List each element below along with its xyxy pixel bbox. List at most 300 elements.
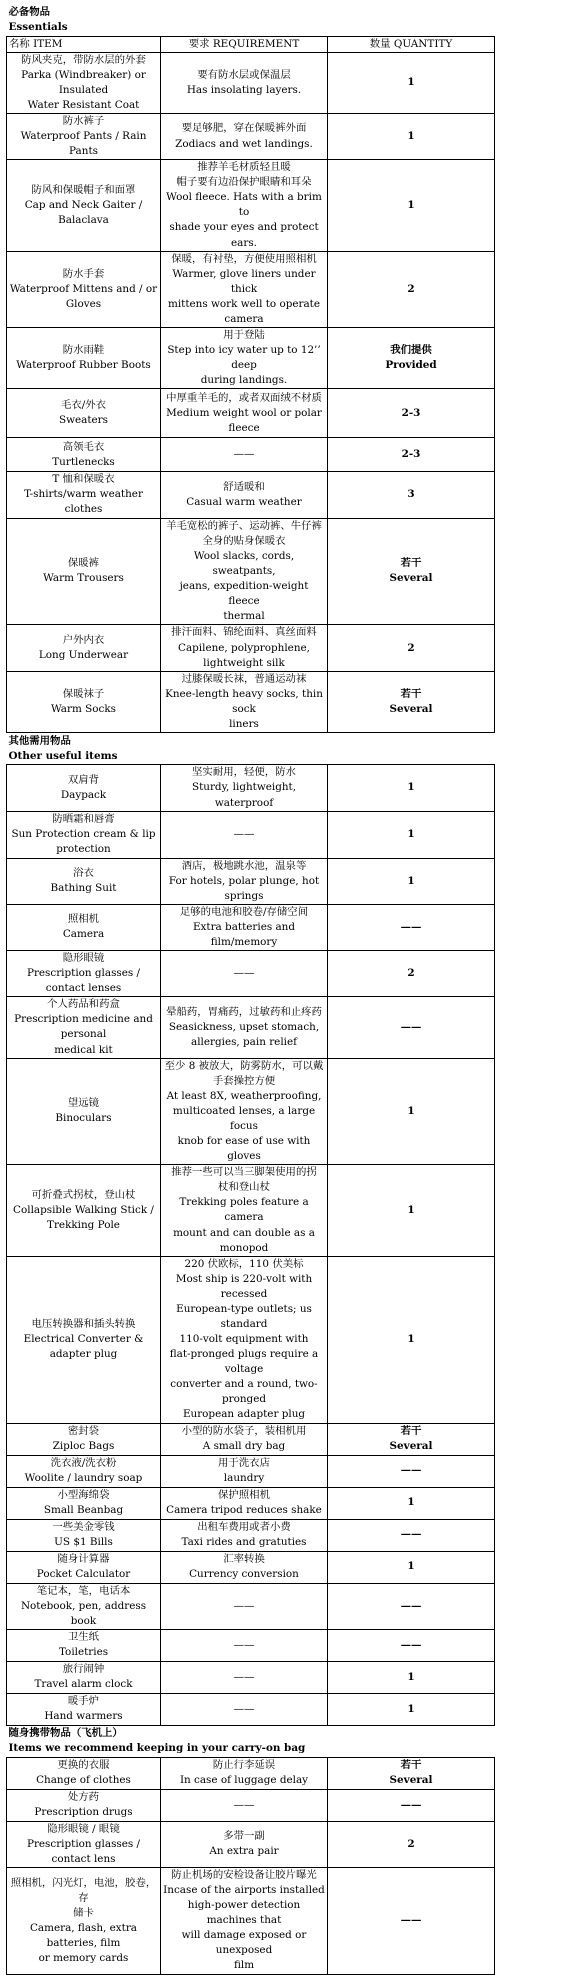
quantity-line: 2 [407, 641, 415, 654]
table-row [7, 113, 495, 159]
quantity-line: 若干 [400, 688, 422, 701]
item-line: Change of clothes [36, 1774, 131, 1787]
item-cell [7, 1661, 161, 1693]
quantity-line: —— [400, 1020, 422, 1033]
item-line: 可折叠式拐杖，登山杖 [31, 1188, 136, 1201]
requirement-cell [161, 1867, 328, 1974]
quantity-cell [328, 811, 495, 858]
requirement-cell [161, 1256, 328, 1423]
quantity-line: 1 [407, 76, 415, 89]
requirement-line: Wool slacks, cords, sweatpants, [193, 549, 295, 577]
requirement-line: 110-volt equipment with [179, 1333, 309, 1346]
item-cell [7, 1867, 161, 1974]
requirement-line: In case of luggage delay [179, 1774, 309, 1787]
requirement-line: Taxi rides and gratuties [181, 1536, 307, 1549]
requirement-cell [161, 1519, 328, 1551]
section-title [7, 4, 495, 36]
requirement-line: 帽子要有边沿保护眼睛和耳朵 [176, 176, 312, 189]
section-title-en: Other useful items [8, 749, 118, 762]
item-cell [7, 472, 161, 518]
requirement-line: film [233, 1959, 255, 1972]
item-cell [7, 518, 161, 625]
item-line: 个人药品和药盒 [47, 998, 120, 1011]
requirement-cell [161, 765, 328, 811]
quantity-cell [328, 1757, 495, 1789]
quantity-cell [328, 997, 495, 1058]
item-line: Prescription medicine and personal [14, 1013, 153, 1041]
item-cell [7, 1693, 161, 1725]
item-cell [7, 327, 161, 388]
requirement-line: 酒店，极地跳水池，温泉等 [181, 859, 307, 872]
item-line: Daypack [60, 789, 107, 801]
table-row [7, 858, 495, 904]
item-cell [7, 251, 161, 327]
requirement-line: Has insolating layers. [186, 83, 302, 96]
item-cell [7, 1789, 161, 1821]
item-cell [7, 113, 161, 159]
table-row [7, 1821, 495, 1867]
item-cell [7, 951, 161, 997]
item-line: 高领毛衣 [62, 440, 105, 453]
requirement-line: Knee-length heavy socks, thin sock [165, 688, 323, 716]
item-cell [7, 858, 161, 904]
requirement-line: monopod [219, 1241, 269, 1254]
item-cell [7, 438, 161, 472]
requirement-cell [161, 951, 328, 997]
item-line: 保暖袜子 [62, 688, 105, 701]
item-line: 电压转换器和插头转换 [31, 1317, 136, 1330]
item-cell [7, 52, 161, 113]
item-line: Toiletries [58, 1646, 109, 1659]
item-line: 密封袋 [67, 1424, 100, 1437]
item-cell [7, 625, 161, 672]
section-title-row [7, 4, 495, 36]
requirement-cell [161, 1455, 328, 1487]
quantity-line: 2-3 [401, 406, 421, 419]
requirement-line: 羊毛宽松的裤子、运动裤、牛仔裤 [166, 519, 322, 532]
item-line: Hand warmers [44, 1710, 123, 1723]
item-cell [7, 1551, 161, 1583]
quantity-line: 1 [407, 1560, 415, 1573]
item-line: 毛衣/外衣 [60, 399, 107, 412]
requirement-line: multicoated lenses, a large focus [172, 1104, 316, 1132]
item-line: 双肩背 [67, 773, 100, 786]
item-line: 隐形眼镜 [62, 952, 105, 965]
quantity-cell [328, 1551, 495, 1583]
requirement-line: 过膝保暖长袜，普通运动袜 [181, 673, 307, 686]
requirement-cell [161, 160, 328, 251]
requirement-line: 用于洗衣店 [218, 1456, 270, 1469]
item-line: Cap and Neck Gaiter / Balaclava [24, 198, 143, 226]
requirement-line: 全身的贴身保暖衣 [202, 534, 286, 547]
header-item: 名称 ITEM [7, 36, 161, 52]
table-header-row [7, 36, 495, 52]
table-row [7, 472, 495, 518]
quantity-cell [328, 625, 495, 672]
requirement-cell [161, 1757, 328, 1789]
quantity-cell [328, 858, 495, 904]
item-line: Prescription glasses / contact lenses [26, 967, 141, 995]
requirement-line: lightweight silk [203, 656, 285, 669]
requirement-line: 保暖，有衬垫，方便使用照相机 [171, 252, 317, 265]
requirement-cell [161, 1821, 328, 1867]
item-cell [7, 1757, 161, 1789]
header-requirement: 要求 REQUIREMENT [161, 36, 328, 52]
quantity-cell [328, 1789, 495, 1821]
table-row [7, 625, 495, 672]
table-row [7, 811, 495, 858]
quantity-cell [328, 765, 495, 811]
requirement-cell [161, 1629, 328, 1661]
table-row [7, 765, 495, 811]
requirement-line: will damage exposed or unexposed [181, 1929, 307, 1957]
quantity-cell [328, 1423, 495, 1455]
requirement-line: European-type outlets; us standard [176, 1302, 312, 1330]
item-line: Woolite / laundry soap [24, 1472, 143, 1485]
requirement-line: Incase of the airports installed [163, 1884, 325, 1897]
requirement-cell [161, 1551, 328, 1583]
requirement-line: —— [233, 448, 255, 461]
table-row [7, 951, 495, 997]
requirement-line: 多带一副 [223, 1830, 265, 1843]
quantity-line: 1 [407, 129, 415, 142]
requirement-line: 足够的电池和胶卷/存储空间 [179, 905, 309, 918]
item-line: 防水裤子 [62, 114, 105, 127]
item-cell [7, 811, 161, 858]
requirement-line: 220 伏欧标，110 伏美标 [184, 1257, 304, 1270]
table-row [7, 1757, 495, 1789]
item-cell [7, 1165, 161, 1256]
item-cell [7, 1629, 161, 1661]
quantity-cell [328, 1629, 495, 1661]
item-line: 随身计算器 [57, 1552, 110, 1565]
quantity-cell [328, 672, 495, 733]
item-cell [7, 1423, 161, 1455]
item-line: US $1 Bills [54, 1536, 113, 1549]
item-cell [7, 1487, 161, 1519]
table-row [7, 997, 495, 1058]
table-row [7, 1789, 495, 1821]
quantity-line: —— [400, 1528, 422, 1541]
requirement-cell [161, 672, 328, 733]
requirement-cell [161, 518, 328, 625]
quantity-line: Several [389, 572, 433, 585]
requirement-line: 手套操控方便 [212, 1074, 276, 1087]
table-row [7, 672, 495, 733]
requirement-line: 出租车费用或者小费 [197, 1520, 291, 1533]
item-line: 暖手炉 [67, 1695, 100, 1708]
quantity-cell [328, 1821, 495, 1867]
item-line: 洗衣液/洗衣粉 [50, 1456, 117, 1469]
requirement-line: Seasickness, upset stomach, [168, 1020, 320, 1033]
quantity-line: Several [389, 703, 433, 716]
requirement-cell [161, 1058, 328, 1165]
quantity-cell [328, 1256, 495, 1423]
quantity-cell [328, 1455, 495, 1487]
item-cell [7, 1519, 161, 1551]
item-cell [7, 1058, 161, 1165]
quantity-line: 1 [407, 874, 415, 887]
requirement-cell [161, 811, 328, 858]
quantity-line: Several [389, 1440, 433, 1453]
quantity-line: 1 [407, 828, 415, 841]
requirement-line: 要足够肥，穿在保暖裤外面 [181, 122, 307, 135]
requirement-line: 小型的防水袋子，装相机用 [181, 1424, 307, 1437]
requirement-line: 排汗面料、锦纶面料、真丝面料 [171, 626, 317, 639]
item-line: Bathing Suit [50, 882, 117, 895]
requirement-line: Zodiacs and wet landings. [175, 137, 313, 150]
item-cell [7, 672, 161, 733]
quantity-cell [328, 327, 495, 388]
item-line: 隐形眼镜 / 眼镜 [47, 1822, 120, 1835]
requirement-line: —— [233, 1638, 255, 1651]
requirement-cell [161, 389, 328, 438]
packing-list-table [6, 4, 495, 1975]
quantity-line: 1 [407, 1702, 415, 1715]
requirement-cell [161, 997, 328, 1058]
item-line: Ziploc Bags [52, 1440, 115, 1453]
item-line: Warm Socks [51, 703, 116, 716]
item-cell [7, 765, 161, 811]
item-line: 防风夹克，带防水层的外套 [21, 53, 146, 66]
quantity-cell [328, 1693, 495, 1725]
quantity-cell [328, 1058, 495, 1165]
quantity-cell [328, 1165, 495, 1256]
requirement-line: laundry [223, 1472, 265, 1485]
quantity-line: Several [389, 1774, 433, 1787]
quantity-line: 2-3 [401, 448, 421, 461]
item-line: 笔记本，笔，电话本 [36, 1584, 131, 1597]
quantity-cell [328, 251, 495, 327]
requirement-cell [161, 113, 328, 159]
quantity-line: 1 [407, 1496, 415, 1509]
requirement-line: Casual warm weather [186, 495, 302, 508]
table-row [7, 160, 495, 251]
item-line: 防风和保暖帽子和面罩 [31, 183, 136, 196]
requirement-line: —— [233, 1599, 255, 1612]
requirement-line: during landings. [200, 374, 288, 387]
quantity-cell [328, 518, 495, 625]
quantity-cell [328, 113, 495, 159]
requirement-line: Currency conversion [189, 1568, 299, 1581]
requirement-line: jeans, expedition-weight fleece [179, 579, 309, 607]
item-line: Waterproof Rubber Boots [16, 359, 151, 372]
requirement-line: 舒适暖和 [223, 480, 265, 493]
quantity-line: —— [400, 1638, 422, 1651]
table-row [7, 1058, 495, 1165]
item-line: Electrical Converter & adapter plug [23, 1333, 144, 1361]
requirement-line: Capilene, polyprophlene, [178, 641, 310, 654]
requirement-cell [161, 1693, 328, 1725]
table-row [7, 518, 495, 625]
requirement-line: —— [233, 967, 255, 980]
requirement-line: 防止行李延误 [212, 1759, 276, 1772]
quantity-line: 若干 [400, 1424, 422, 1437]
requirement-line: —— [233, 828, 255, 841]
quantity-cell [328, 1519, 495, 1551]
section-title [7, 1725, 495, 1757]
requirement-cell [161, 625, 328, 672]
quantity-line: 若干 [400, 1759, 422, 1772]
requirement-line: Sturdy, lightweight, waterproof [191, 781, 297, 809]
requirement-line: Camera tripod reduces shake [166, 1504, 322, 1517]
section-title-en: Essentials [8, 20, 68, 33]
quantity-line: —— [400, 1914, 422, 1927]
section-title-zh: 必备物品 [8, 5, 51, 18]
requirement-line: A small dry bag [202, 1440, 286, 1453]
quantity-line: 1 [407, 1670, 415, 1683]
requirement-line: Step into icy water up to 12’’ deep [167, 344, 321, 372]
quantity-line: 2 [407, 967, 415, 980]
item-line: 防水雨鞋 [62, 344, 105, 357]
quantity-cell [328, 52, 495, 113]
quantity-line: 1 [407, 1104, 415, 1117]
requirement-line: —— [233, 1798, 255, 1811]
table-row [7, 438, 495, 472]
requirement-line: flat-pronged plugs require a voltage [169, 1348, 319, 1376]
table-row [7, 327, 495, 388]
requirement-line: thermal [223, 610, 265, 622]
requirement-line: An extra pair [209, 1845, 279, 1858]
requirement-cell [161, 858, 328, 904]
requirement-line: knob for ease of use with gloves [177, 1135, 311, 1163]
item-line: 处方药 [67, 1791, 100, 1804]
section-title-zh: 随身携带物品（飞机上） [8, 1727, 123, 1740]
table-row [7, 52, 495, 113]
requirement-line: —— [233, 1670, 255, 1683]
requirement-line: 汇率转换 [223, 1552, 265, 1565]
requirement-line: Trekking poles feature a camera [179, 1196, 309, 1224]
quantity-line: —— [400, 920, 422, 933]
item-line: 更换的衣服 [57, 1759, 110, 1772]
quantity-cell [328, 389, 495, 438]
table-row [7, 904, 495, 950]
item-line: Notebook, pen, address book [20, 1599, 147, 1627]
item-line: 浴衣 [73, 867, 94, 880]
requirement-line: liners [229, 718, 259, 731]
quantity-line: 1 [407, 781, 415, 794]
item-line: medical kit [54, 1043, 113, 1056]
requirement-line: 保护照相机 [218, 1488, 270, 1501]
item-line: Binoculars [55, 1112, 112, 1125]
requirement-line: —— [233, 1702, 255, 1715]
requirement-line: 推荐一些可以当三脚架使用的拐 [171, 1166, 317, 1179]
requirement-line: Medium weight wool or polar [166, 406, 322, 419]
item-line: T 恤和保暖衣 [52, 473, 115, 486]
table-row [7, 1487, 495, 1519]
section-title-row [7, 733, 495, 765]
item-line: Waterproof Mittens and / or Gloves [9, 282, 158, 310]
item-cell [7, 160, 161, 251]
table-row [7, 1423, 495, 1455]
requirement-line: 推荐羊毛材质轻且暖 [197, 161, 291, 174]
requirement-cell [161, 904, 328, 950]
quantity-line: 2 [407, 1837, 415, 1850]
requirement-line: 坚实耐用，轻便，防水 [192, 766, 296, 779]
item-line: Turtlenecks [52, 455, 115, 468]
item-line: protection [56, 843, 111, 856]
requirement-line: high-power detection machines that [187, 1899, 301, 1927]
section-title-zh: 其他需用物品 [8, 734, 71, 747]
quantity-line: —— [400, 1798, 422, 1811]
item-line: Camera, flash, extra batteries, film [29, 1921, 138, 1949]
requirement-line: Warmer, glove liners under thick [172, 267, 316, 295]
quantity-line: 我们提供 [390, 344, 432, 357]
quantity-cell [328, 1487, 495, 1519]
item-cell [7, 1256, 161, 1423]
item-line: or memory cards [38, 1951, 129, 1964]
item-line: T-shirts/warm weather clothes [24, 488, 143, 516]
requirement-cell [161, 1661, 328, 1693]
requirement-line: At least 8X, weatherproofing, [166, 1089, 322, 1102]
table-row [7, 1867, 495, 1974]
requirement-line: mount and can double as a [173, 1226, 315, 1239]
item-line: 储卡 [73, 1906, 94, 1919]
requirement-line: converter and a round, two-pronged [170, 1378, 318, 1406]
item-line: Collapsible Walking Stick / [13, 1203, 154, 1216]
requirement-cell [161, 1789, 328, 1821]
requirement-cell [161, 1423, 328, 1455]
item-line: 望远镜 [67, 1097, 100, 1110]
item-line: Water Resistant Coat [27, 98, 140, 111]
requirement-cell [161, 438, 328, 472]
section-title [7, 733, 495, 765]
item-line: 小型海绵袋 [57, 1488, 110, 1501]
item-line: 防水手套 [62, 267, 105, 280]
table-row [7, 1256, 495, 1423]
requirement-line: 至少 8 被放大，防雾防水，可以戴 [164, 1059, 324, 1072]
requirement-line: Wool fleece. Hats with a brim to [166, 191, 322, 219]
quantity-line: 2 [407, 282, 415, 295]
section-title-en: Items we recommend keeping in your carry-on bag [8, 1742, 306, 1755]
requirement-line: Extra batteries and film/memory [192, 920, 296, 949]
quantity-line: 1 [407, 1203, 415, 1216]
requirement-line: fleece [228, 421, 260, 434]
item-line: 卫生纸 [67, 1631, 100, 1644]
requirement-cell [161, 327, 328, 388]
table-row [7, 251, 495, 327]
item-line: Waterproof Pants / Rain Pants [20, 129, 147, 158]
quantity-line: Provided [385, 359, 437, 372]
item-line: 旅行闹钟 [62, 1663, 105, 1676]
item-line: Travel alarm clock [34, 1678, 133, 1691]
item-line: Parka (Windbreaker) or Insulated [21, 68, 146, 96]
item-cell [7, 1583, 161, 1629]
quantity-cell [328, 472, 495, 518]
requirement-line: For hotels, polar plunge, hot springs [168, 874, 320, 902]
requirement-line: allergies, pain relief [191, 1036, 297, 1049]
table-row [7, 1551, 495, 1583]
requirement-cell [161, 1165, 328, 1256]
quantity-cell [328, 1583, 495, 1629]
quantity-cell [328, 951, 495, 997]
item-line: Camera [62, 928, 105, 941]
item-cell [7, 904, 161, 950]
item-line: Small Beanbag [43, 1504, 124, 1517]
requirement-line: 用于登陆 [223, 328, 265, 341]
header-quantity: 数量 QUANTITY [328, 36, 495, 52]
quantity-line: 3 [407, 488, 415, 501]
requirement-cell [161, 1583, 328, 1629]
table-row [7, 389, 495, 438]
item-line: 一些美金零钱 [52, 1520, 115, 1533]
requirement-cell [161, 472, 328, 518]
table-row [7, 1455, 495, 1487]
table-row [7, 1661, 495, 1693]
requirement-line: mittens work well to operate camera [168, 297, 320, 325]
quantity-line: 1 [407, 1333, 415, 1346]
item-line: Sweaters [59, 414, 108, 427]
